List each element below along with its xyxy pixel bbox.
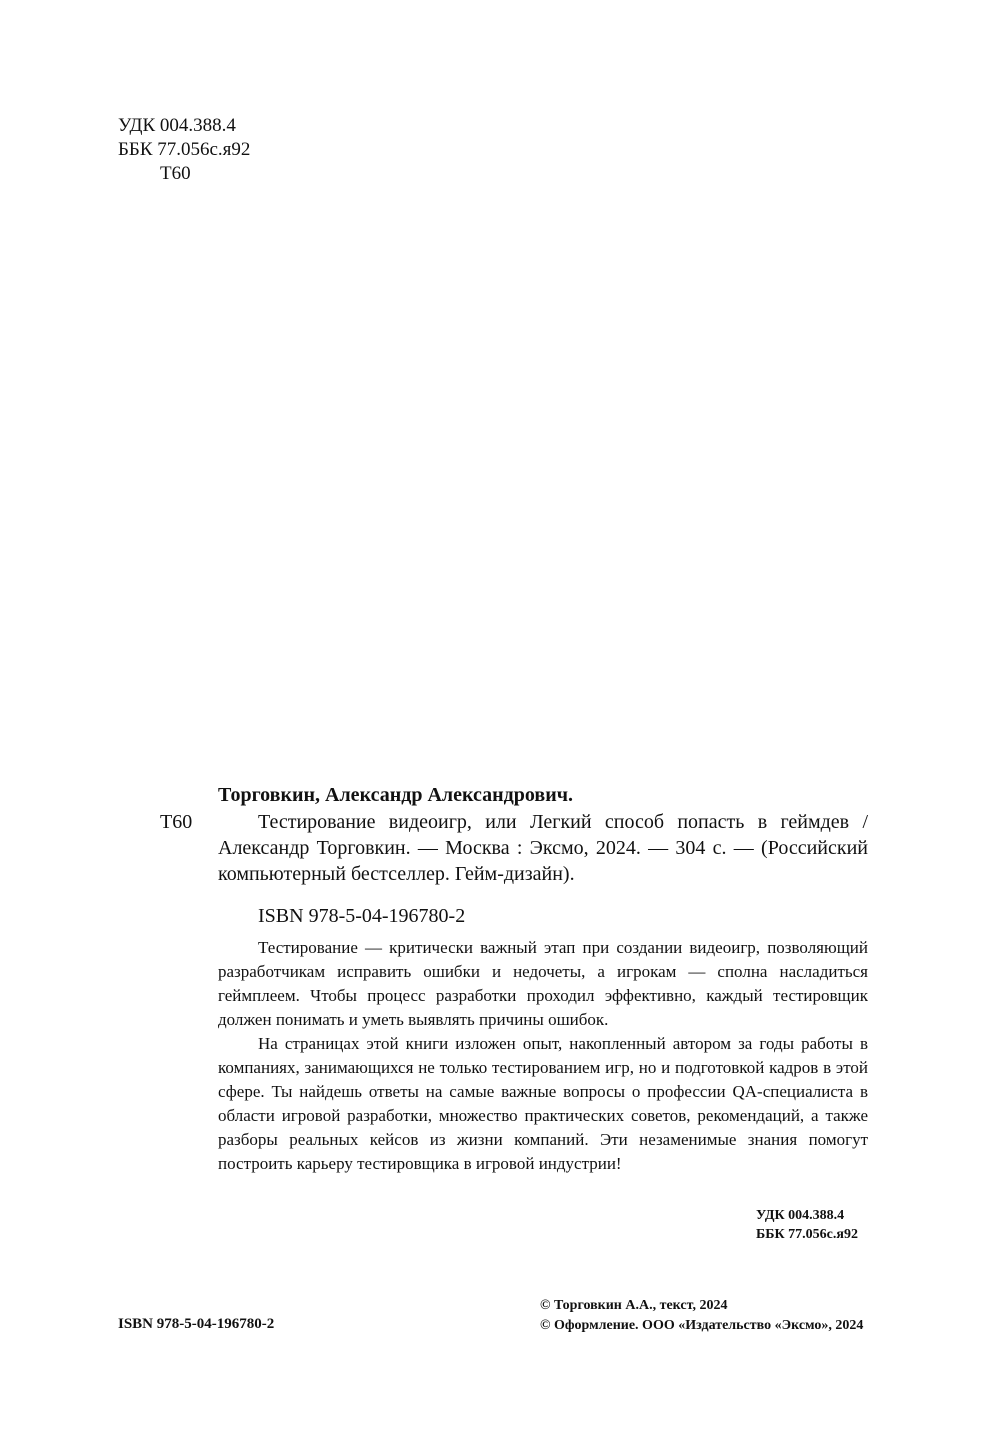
annotation bbox=[218, 936, 868, 1176]
bibliographic-text: Тестирование видеоигр, или Легкий способ попасть в геймдев / Александр Торговкин. — Москва : Эксмо, 2024. — 304 с. — (Российский компьютерный бестселлер. Гейм-дизайн). bbox=[218, 811, 868, 885]
bbk-code: ББК 77.056с.я92 bbox=[756, 1227, 858, 1242]
classification-codes-bottom bbox=[756, 1206, 858, 1244]
catalog-isbn: ISBN 978-5-04-196780-2 bbox=[258, 905, 466, 927]
classification-codes-top bbox=[118, 114, 250, 186]
bibliographic-record bbox=[218, 809, 868, 887]
catalog-author: Торговкин, Александр Александрович. bbox=[218, 784, 574, 806]
copyright-block bbox=[540, 1296, 863, 1336]
author-mark: Т60 bbox=[160, 163, 191, 184]
annotation-paragraph: На страницах этой книги изложен опыт, накопленный автором за годы работы в компаниях, занимающихся не только тестированием игр, но и подготовкой кадров в этой сфере. Ты найдешь ответы на самые важные вопросы о профессии QA-специалиста в области игровой разработки, множество практических советов, рекомендаций, а также разборы реальных кейсов из жизни компаний. Эти незаменимые знания помогут построить карьеру тестировщика в игровой индустрии! bbox=[218, 1034, 868, 1173]
copyright-text: © Торговкин А.А., текст, 2024 bbox=[540, 1298, 728, 1313]
udk-code: УДК 004.388.4 bbox=[756, 1208, 845, 1223]
bbk-code: ББК 77.056с.я92 bbox=[118, 139, 251, 160]
udk-code: УДК 004.388.4 bbox=[118, 115, 236, 136]
annotation-paragraph: Тестирование — критически важный этап при создании видеоигр, позволяющий разработчикам исправить ошибки и недочеты, а игрокам — сполна насладиться геймплеем. Чтобы процесс разработки проходил эффективно, каждый тестировщик должен понимать и уметь выявлять причины ошибок. bbox=[218, 938, 868, 1029]
copyright-design: © Оформление. ООО «Издательство «Эксмо», 2024 bbox=[540, 1318, 864, 1333]
footer-isbn: ISBN 978-5-04-196780-2 bbox=[118, 1316, 275, 1332]
catalog-author-mark: Т60 bbox=[160, 811, 193, 833]
